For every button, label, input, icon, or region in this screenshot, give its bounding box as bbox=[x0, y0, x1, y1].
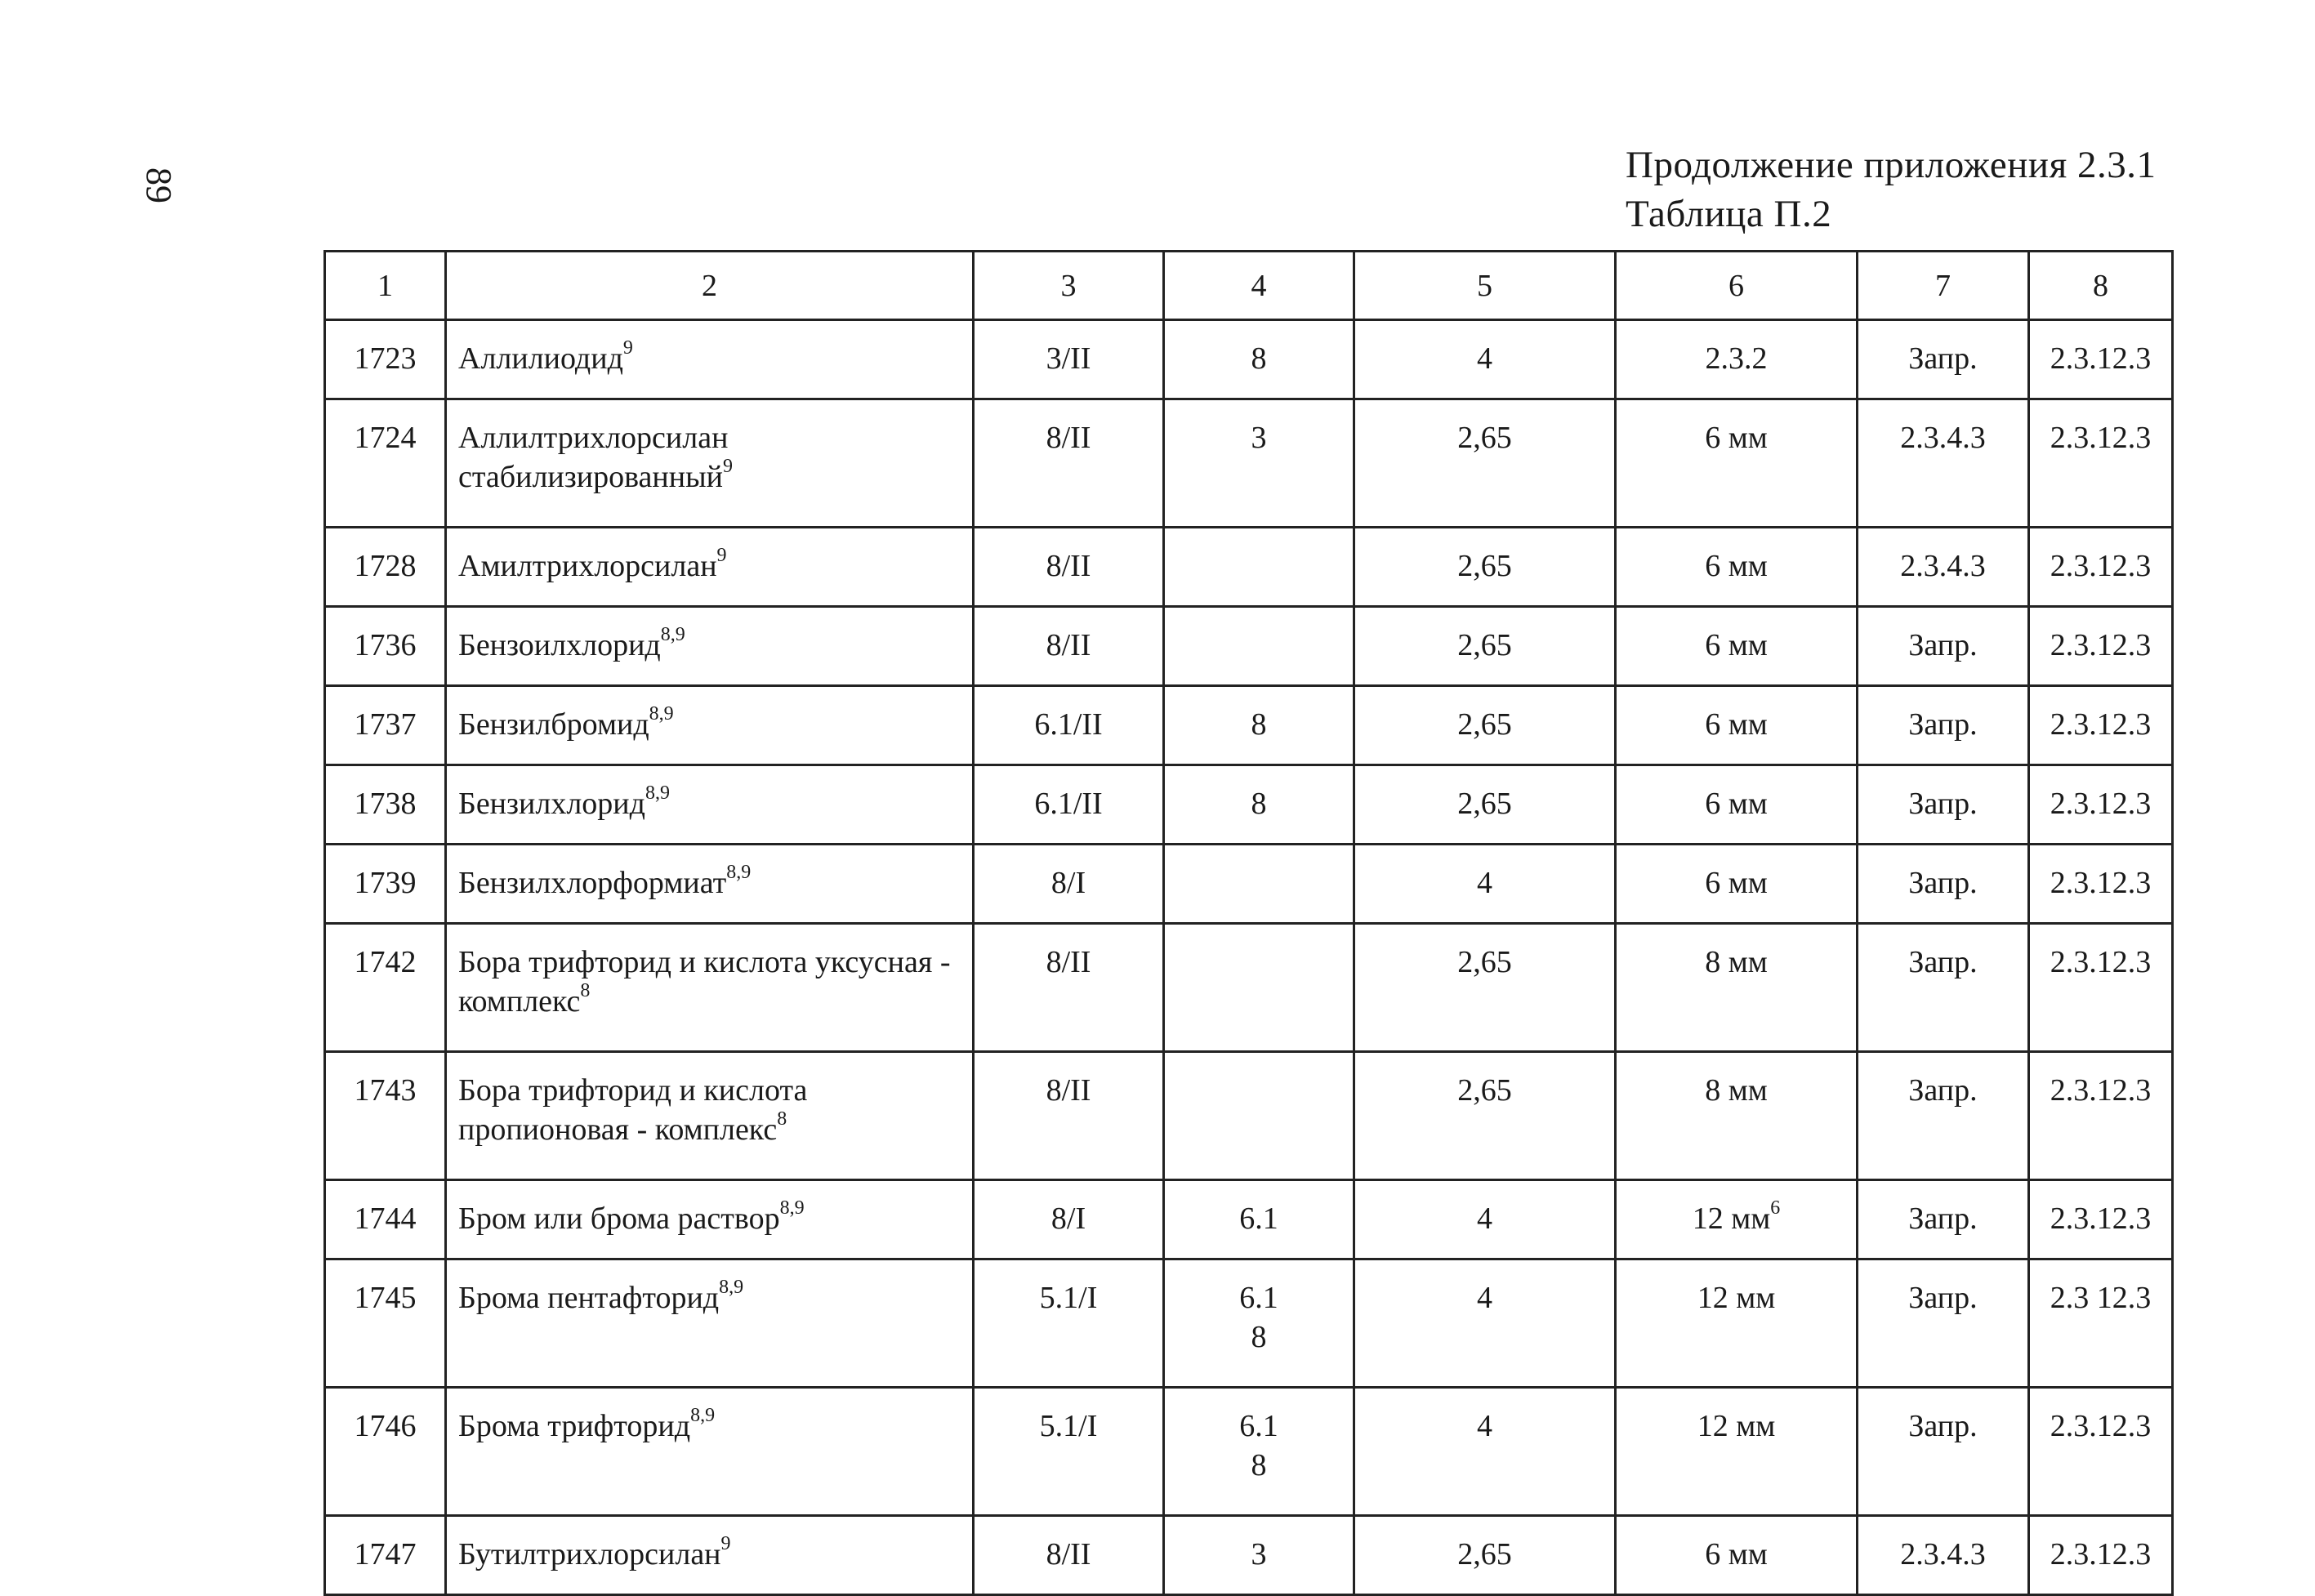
cell-substance-name-text: Бора трифторид и кислота уксусная - комплекс bbox=[458, 945, 951, 1019]
cell-column-8-text: 2.3.12.3 bbox=[2050, 1201, 2152, 1236]
cell-wall-thickness bbox=[1616, 1180, 1858, 1259]
cell-subsidiary-risk bbox=[1164, 1180, 1354, 1259]
cell-column-8-text: 2.3.12.3 bbox=[2050, 787, 2152, 821]
cell-un-number bbox=[325, 1388, 446, 1516]
footnote-mark: 9 bbox=[722, 456, 733, 478]
table-row bbox=[325, 528, 2173, 607]
cell-column-8-text: 2.3.12.3 bbox=[2050, 945, 2152, 979]
cell-column-7 bbox=[1858, 320, 2029, 399]
cell-column-7-text: 2.3.4.3 bbox=[1900, 549, 1986, 583]
cell-un-number bbox=[325, 1516, 446, 1595]
cell-column-7 bbox=[1858, 1259, 2029, 1388]
cell-column-8 bbox=[2029, 1052, 2173, 1180]
cell-substance-name-text: Брома трифторид bbox=[458, 1409, 691, 1443]
cell-class-group bbox=[974, 1052, 1164, 1180]
cell-wall-thickness-text: 8 мм bbox=[1705, 945, 1768, 979]
column-header: 2 bbox=[446, 252, 974, 320]
cell-wall-thickness bbox=[1616, 845, 1858, 924]
cell-substance-name bbox=[446, 924, 974, 1052]
cell-wall-thickness-text: 6 мм bbox=[1705, 1537, 1768, 1571]
cell-test-pressure-text: 4 bbox=[1477, 866, 1492, 900]
cell-class-group-text: 8/I bbox=[1050, 1201, 1086, 1236]
cell-test-pressure-text: 2,65 bbox=[1457, 945, 1512, 979]
cell-subsidiary-risk bbox=[1164, 1388, 1354, 1516]
footnote-mark: 9 bbox=[716, 545, 727, 567]
cell-column-8-text: 2.3 12.3 bbox=[2050, 1281, 2152, 1315]
cell-class-group-text: 5.1/I bbox=[1039, 1281, 1098, 1315]
cell-test-pressure-text: 2,65 bbox=[1457, 1537, 1512, 1571]
cell-un-number-text: 1743 bbox=[354, 1073, 417, 1108]
cell-column-8-text: 2.3.12.3 bbox=[2050, 421, 2152, 455]
cell-un-number-text: 1742 bbox=[354, 945, 417, 979]
table-caption: Таблица П.2 bbox=[1626, 193, 1832, 235]
cell-class-group-text: 6.1/II bbox=[1034, 707, 1103, 742]
cell-test-pressure-text: 4 bbox=[1477, 1409, 1492, 1443]
column-header: 8 bbox=[2029, 252, 2173, 320]
cell-test-pressure-text: 4 bbox=[1477, 1281, 1492, 1315]
cell-column-8-text: 2.3.12.3 bbox=[2050, 1409, 2152, 1443]
cell-substance-name-text: Бензилхлорформиат bbox=[458, 866, 727, 900]
cell-wall-thickness-text: 8 мм bbox=[1705, 1073, 1768, 1108]
cell-wall-thickness-text: 2.3.2 bbox=[1705, 341, 1768, 376]
cell-class-group-text: 5.1/I bbox=[1039, 1409, 1098, 1443]
cell-column-8 bbox=[2029, 845, 2173, 924]
cell-un-number bbox=[325, 765, 446, 845]
cell-class-group bbox=[974, 1259, 1164, 1388]
cell-wall-thickness-text: 12 мм bbox=[1692, 1201, 1771, 1236]
cell-class-group bbox=[974, 607, 1164, 686]
footnote-mark: 8,9 bbox=[690, 1405, 716, 1427]
cell-substance-name bbox=[446, 686, 974, 765]
cell-subsidiary-risk bbox=[1164, 607, 1354, 686]
cell-column-7 bbox=[1858, 528, 2029, 607]
cell-column-8-text: 2.3.12.3 bbox=[2050, 1537, 2152, 1571]
cell-test-pressure-text: 4 bbox=[1477, 1201, 1492, 1236]
cell-test-pressure bbox=[1354, 1180, 1616, 1259]
footnote-mark: 8,9 bbox=[719, 1277, 744, 1299]
cell-test-pressure bbox=[1354, 924, 1616, 1052]
footnote-mark: 6 bbox=[1770, 1197, 1781, 1219]
cell-substance-name-text: Бензоилхлорид bbox=[458, 628, 661, 662]
cell-subsidiary-risk bbox=[1164, 320, 1354, 399]
table-body bbox=[325, 320, 2173, 1595]
cell-wall-thickness-text: 6 мм bbox=[1705, 787, 1768, 821]
cell-un-number-text: 1739 bbox=[354, 866, 417, 900]
cell-column-7 bbox=[1858, 924, 2029, 1052]
cell-column-7-text: Запр. bbox=[1908, 1201, 1978, 1236]
cell-substance-name-text: Брома пентафторид bbox=[458, 1281, 720, 1315]
cell-class-group-text: 6.1/II bbox=[1034, 787, 1103, 821]
cell-column-8-text: 2.3.12.3 bbox=[2050, 628, 2152, 662]
cell-subsidiary-risk bbox=[1164, 924, 1354, 1052]
cell-column-8 bbox=[2029, 1388, 2173, 1516]
cell-subsidiary-risk bbox=[1164, 528, 1354, 607]
cell-column-8 bbox=[2029, 320, 2173, 399]
cell-column-8 bbox=[2029, 1180, 2173, 1259]
subsidiary-risk-value: 6.1 bbox=[1239, 1201, 1278, 1236]
cell-un-number bbox=[325, 924, 446, 1052]
cell-class-group bbox=[974, 399, 1164, 528]
cell-substance-name bbox=[446, 1052, 974, 1180]
cell-column-7 bbox=[1858, 845, 2029, 924]
cell-column-7 bbox=[1858, 607, 2029, 686]
table-row bbox=[325, 1259, 2173, 1388]
cell-un-number-text: 1724 bbox=[354, 421, 417, 455]
cell-column-8 bbox=[2029, 1516, 2173, 1595]
cell-test-pressure bbox=[1354, 1259, 1616, 1388]
page-number: 89 bbox=[139, 167, 179, 203]
column-header: 3 bbox=[974, 252, 1164, 320]
cell-column-8-text: 2.3.12.3 bbox=[2050, 1073, 2152, 1108]
cell-wall-thickness-text: 6 мм bbox=[1705, 549, 1768, 583]
cell-wall-thickness-text: 6 мм bbox=[1705, 628, 1768, 662]
cell-column-8-text: 2.3.12.3 bbox=[2050, 341, 2152, 376]
cell-wall-thickness bbox=[1616, 1516, 1858, 1595]
cell-column-7-text: 2.3.4.3 bbox=[1900, 1537, 1986, 1571]
cell-column-8 bbox=[2029, 607, 2173, 686]
column-header: 6 bbox=[1616, 252, 1858, 320]
cell-column-7-text: Запр. bbox=[1908, 341, 1978, 376]
cell-column-7 bbox=[1858, 765, 2029, 845]
cell-substance-name-text: Бутилтрихлорсилан bbox=[458, 1537, 721, 1571]
cell-class-group bbox=[974, 686, 1164, 765]
cell-class-group bbox=[974, 765, 1164, 845]
cell-wall-thickness bbox=[1616, 1052, 1858, 1180]
cell-class-group-text: 3/II bbox=[1046, 341, 1091, 376]
subsidiary-risk-value: 8 bbox=[1251, 341, 1267, 376]
cell-un-number bbox=[325, 1180, 446, 1259]
cell-column-8-text: 2.3.12.3 bbox=[2050, 707, 2152, 742]
column-header: 4 bbox=[1164, 252, 1354, 320]
cell-substance-name bbox=[446, 1516, 974, 1595]
cell-substance-name-text: Аллилиодид bbox=[458, 341, 623, 376]
cell-class-group bbox=[974, 1516, 1164, 1595]
cell-column-7-text: Запр. bbox=[1908, 628, 1978, 662]
cell-test-pressure bbox=[1354, 1052, 1616, 1180]
cell-subsidiary-risk bbox=[1164, 399, 1354, 528]
subsidiary-risk-value: 8 bbox=[1251, 1320, 1267, 1354]
cell-subsidiary-risk bbox=[1164, 845, 1354, 924]
cell-test-pressure-text: 2,65 bbox=[1457, 549, 1512, 583]
cell-test-pressure bbox=[1354, 528, 1616, 607]
cell-substance-name bbox=[446, 1388, 974, 1516]
cell-class-group-text: 8/II bbox=[1046, 1537, 1091, 1571]
cell-un-number-text: 1744 bbox=[354, 1201, 417, 1236]
cell-class-group-text: 8/II bbox=[1046, 421, 1091, 455]
table-row bbox=[325, 1180, 2173, 1259]
cell-un-number-text: 1738 bbox=[354, 787, 417, 821]
table-row bbox=[325, 399, 2173, 528]
cell-column-8 bbox=[2029, 924, 2173, 1052]
cell-substance-name bbox=[446, 320, 974, 399]
cell-wall-thickness bbox=[1616, 686, 1858, 765]
cell-un-number bbox=[325, 845, 446, 924]
cell-class-group bbox=[974, 1180, 1164, 1259]
cell-test-pressure-text: 2,65 bbox=[1457, 1073, 1512, 1108]
cell-un-number bbox=[325, 1259, 446, 1388]
cell-column-8 bbox=[2029, 1259, 2173, 1388]
appendix-continuation-title: Продолжение приложения 2.3.1 bbox=[1626, 144, 2157, 186]
cell-wall-thickness-text: 12 мм bbox=[1697, 1281, 1776, 1315]
table-row bbox=[325, 845, 2173, 924]
cell-substance-name bbox=[446, 607, 974, 686]
cell-column-7 bbox=[1858, 1052, 2029, 1180]
cell-substance-name bbox=[446, 399, 974, 528]
cell-subsidiary-risk bbox=[1164, 686, 1354, 765]
cell-class-group bbox=[974, 924, 1164, 1052]
cell-substance-name bbox=[446, 1180, 974, 1259]
cell-column-7-text: Запр. bbox=[1908, 866, 1978, 900]
subsidiary-risk-value: 6.1 bbox=[1239, 1409, 1278, 1443]
footnote-mark: 9 bbox=[622, 337, 633, 359]
cell-subsidiary-risk bbox=[1164, 1259, 1354, 1388]
cell-column-8 bbox=[2029, 399, 2173, 528]
table-row bbox=[325, 924, 2173, 1052]
cell-wall-thickness bbox=[1616, 399, 1858, 528]
cell-un-number bbox=[325, 1052, 446, 1180]
subsidiary-risk-value: 8 bbox=[1251, 787, 1267, 821]
column-header: 1 bbox=[325, 252, 446, 320]
table-row bbox=[325, 320, 2173, 399]
table-row bbox=[325, 1388, 2173, 1516]
cell-column-7-text: Запр. bbox=[1908, 707, 1978, 742]
cell-class-group-text: 8/II bbox=[1046, 628, 1091, 662]
subsidiary-risk-value: 6.1 bbox=[1239, 1281, 1278, 1315]
subsidiary-risk-value: 8 bbox=[1251, 1448, 1267, 1482]
column-header: 7 bbox=[1858, 252, 2029, 320]
cell-un-number-text: 1728 bbox=[354, 549, 417, 583]
cell-un-number-text: 1723 bbox=[354, 341, 417, 376]
cell-column-7-text: Запр. bbox=[1908, 787, 1978, 821]
cell-un-number bbox=[325, 399, 446, 528]
cell-column-7-text: 2.3.4.3 bbox=[1900, 421, 1986, 455]
cell-subsidiary-risk bbox=[1164, 1052, 1354, 1180]
cell-wall-thickness bbox=[1616, 1259, 1858, 1388]
cell-substance-name-text: Аллилтрихлорсилан стабилизированный bbox=[458, 421, 729, 494]
cell-substance-name-text: Амилтрихлорсилан bbox=[458, 549, 717, 583]
cell-class-group-text: 8/II bbox=[1046, 1073, 1091, 1108]
cell-test-pressure-text: 4 bbox=[1477, 341, 1492, 376]
cell-column-7 bbox=[1858, 1516, 2029, 1595]
table-row bbox=[325, 607, 2173, 686]
cell-test-pressure bbox=[1354, 1516, 1616, 1595]
cell-substance-name-text: Бензилбромид bbox=[458, 707, 649, 742]
cell-column-8-text: 2.3.12.3 bbox=[2050, 549, 2152, 583]
cell-un-number-text: 1736 bbox=[354, 628, 417, 662]
footnote-mark: 8,9 bbox=[645, 782, 670, 805]
footnote-mark: 8,9 bbox=[726, 862, 752, 884]
cell-un-number-text: 1747 bbox=[354, 1537, 417, 1571]
cell-class-group bbox=[974, 528, 1164, 607]
cell-test-pressure-text: 2,65 bbox=[1457, 787, 1512, 821]
cell-test-pressure-text: 2,65 bbox=[1457, 707, 1512, 742]
cell-class-group bbox=[974, 320, 1164, 399]
subsidiary-risk-value: 8 bbox=[1251, 707, 1267, 742]
data-table bbox=[323, 250, 2174, 1596]
cell-wall-thickness bbox=[1616, 607, 1858, 686]
cell-substance-name bbox=[446, 845, 974, 924]
header-row bbox=[325, 252, 2173, 320]
cell-test-pressure bbox=[1354, 765, 1616, 845]
column-header: 5 bbox=[1354, 252, 1616, 320]
cell-substance-name bbox=[446, 1259, 974, 1388]
cell-substance-name-text: Бензилхлорид bbox=[458, 787, 645, 821]
cell-subsidiary-risk bbox=[1164, 1516, 1354, 1595]
cell-substance-name-text: Бром или брома раствор bbox=[458, 1201, 780, 1236]
cell-column-8 bbox=[2029, 686, 2173, 765]
cell-substance-name bbox=[446, 528, 974, 607]
cell-wall-thickness bbox=[1616, 1388, 1858, 1516]
cell-un-number bbox=[325, 528, 446, 607]
cell-test-pressure bbox=[1354, 1388, 1616, 1516]
cell-wall-thickness-text: 6 мм bbox=[1705, 866, 1768, 900]
table-heading bbox=[1626, 140, 2156, 239]
cell-test-pressure-text: 2,65 bbox=[1457, 421, 1512, 455]
cell-class-group-text: 8/II bbox=[1046, 549, 1091, 583]
footnote-mark: 8,9 bbox=[649, 703, 674, 725]
cell-un-number-text: 1745 bbox=[354, 1281, 417, 1315]
cell-substance-name bbox=[446, 765, 974, 845]
footnote-mark: 8 bbox=[580, 980, 591, 1002]
cell-un-number-text: 1737 bbox=[354, 707, 417, 742]
cell-test-pressure bbox=[1354, 320, 1616, 399]
cell-test-pressure bbox=[1354, 607, 1616, 686]
cell-class-group-text: 8/I bbox=[1050, 866, 1086, 900]
cell-substance-name-text: Бора трифторид и кислота пропионовая - комплекс bbox=[458, 1073, 808, 1147]
table-row bbox=[325, 1516, 2173, 1595]
cell-column-8 bbox=[2029, 528, 2173, 607]
cell-wall-thickness bbox=[1616, 320, 1858, 399]
subsidiary-risk-value: 3 bbox=[1251, 1537, 1267, 1571]
cell-un-number bbox=[325, 607, 446, 686]
table-row bbox=[325, 1052, 2173, 1180]
cell-column-7 bbox=[1858, 1388, 2029, 1516]
table-row bbox=[325, 686, 2173, 765]
cell-wall-thickness bbox=[1616, 528, 1858, 607]
cell-un-number bbox=[325, 686, 446, 765]
footnote-mark: 8,9 bbox=[660, 624, 685, 646]
cell-wall-thickness bbox=[1616, 924, 1858, 1052]
footnote-mark: 9 bbox=[720, 1533, 731, 1555]
cell-wall-thickness-text: 12 мм bbox=[1697, 1409, 1776, 1443]
cell-un-number bbox=[325, 320, 446, 399]
cell-column-7-text: Запр. bbox=[1908, 1281, 1978, 1315]
cell-un-number-text: 1746 bbox=[354, 1409, 417, 1443]
cell-test-pressure bbox=[1354, 399, 1616, 528]
subsidiary-risk-value: 3 bbox=[1251, 421, 1267, 455]
cell-column-7 bbox=[1858, 686, 2029, 765]
cell-class-group bbox=[974, 845, 1164, 924]
dangerous-goods-table bbox=[323, 250, 2174, 1596]
table-row bbox=[325, 765, 2173, 845]
cell-subsidiary-risk bbox=[1164, 765, 1354, 845]
cell-class-group-text: 8/II bbox=[1046, 945, 1091, 979]
cell-column-8 bbox=[2029, 765, 2173, 845]
cell-wall-thickness-text: 6 мм bbox=[1705, 421, 1768, 455]
cell-class-group bbox=[974, 1388, 1164, 1516]
footnote-mark: 8,9 bbox=[779, 1197, 805, 1219]
cell-test-pressure bbox=[1354, 845, 1616, 924]
cell-wall-thickness bbox=[1616, 765, 1858, 845]
cell-test-pressure bbox=[1354, 686, 1616, 765]
cell-column-7-text: Запр. bbox=[1908, 1073, 1978, 1108]
cell-column-7 bbox=[1858, 399, 2029, 528]
cell-test-pressure-text: 2,65 bbox=[1457, 628, 1512, 662]
cell-column-8-text: 2.3.12.3 bbox=[2050, 866, 2152, 900]
cell-column-7-text: Запр. bbox=[1908, 945, 1978, 979]
cell-column-7-text: Запр. bbox=[1908, 1409, 1978, 1443]
cell-column-7 bbox=[1858, 1180, 2029, 1259]
cell-wall-thickness-text: 6 мм bbox=[1705, 707, 1768, 742]
footnote-mark: 8 bbox=[777, 1108, 787, 1130]
